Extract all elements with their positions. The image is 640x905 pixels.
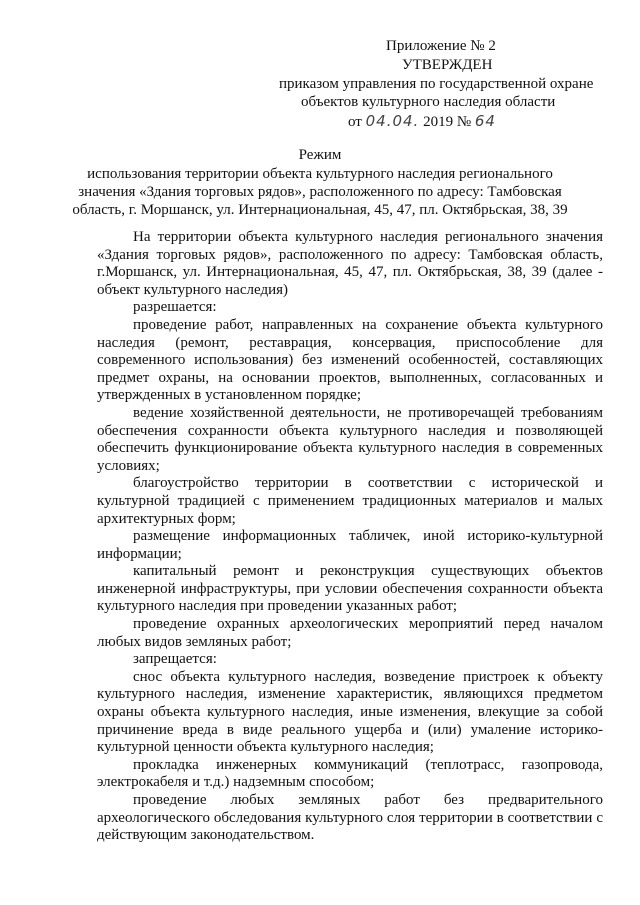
allowed-item-3: благоустройство территории в соответствии с исторической и культурной традицией с применением традиционных материалов и малых архитектурных форм; [97, 475, 603, 527]
allowed-item-4: размещение информационных табличек, иной историко-культурной информации; [97, 528, 603, 562]
order-year: 2019 № [423, 114, 472, 130]
allowed-item-2: ведение хозяйственной деятельности, не противоречащей требованиям обеспечения сохранности объекта культурного наследия и позволяющей обеспечить функционирование объекта культурного наследия в современных условиях; [97, 404, 603, 474]
document-body [97, 229, 603, 845]
forbidden-item-3: проведение любых земляных работ без предварительного археологического обследования культурного слоя территории в соответствии с действующим законодательством. [97, 792, 603, 844]
allowed-item-1: проведение работ, направленных на сохранение объекта культурного наследия (ремонт, реставрация, консервация, приспособление для современного использования) без изменений особенностей, составляющих предмет охраны, на основании проектов, выполненных, согласованных и утвержденных в установленном порядке; [97, 316, 603, 404]
approved-label: УТВЕРЖДЕН [402, 57, 493, 73]
forbidden-heading: запрещается: [133, 651, 217, 668]
forbidden-item-1: снос объекта культурного наследия, возведение пристроек к объекту культурного наследия, изменение характеристик, являющихся предметом охраны объекта культурного наследия, иные изменения, влекущие за собой причинение вреда в виде реального ущерба и (или) умаление историко-культурной ценности объекта культурного наследия; [97, 668, 603, 756]
date-prefix: от [348, 114, 362, 130]
handwritten-date: 04.04. [365, 112, 420, 130]
subtitle-line-1: использования территории объекта культурного наследия регионального [87, 166, 553, 182]
allowed-item-5: капитальный ремонт и реконструкция существующих объектов инженерной инфраструктуры, при условии обеспечения сохранности объекта культурного наследия при проведении указанных работ; [97, 563, 603, 615]
subtitle-line-3: область, г. Моршанск, ул. Интернациональная, 45, 47, пл. Октябрьская, 38, 39 [72, 202, 568, 218]
intro-paragraph: На территории объекта культурного наследия регионального значения «Здания торговых рядов», расположенного по адресу: Тамбовская область, г.Моршанск, ул. Интернациональная, 45, 47, пл. Октябрьская, 38, 39 (далее - объект культурного наследия) [97, 229, 603, 298]
order-date-line [348, 112, 496, 132]
allowed-item-6: проведение охранных археологических мероприятий перед началом любых видов земляных работ; [97, 616, 603, 650]
appendix-label: Приложение № 2 [386, 38, 496, 54]
allowed-heading: разрешается: [133, 299, 217, 316]
handwritten-number: 64 [474, 112, 496, 130]
order-line-2: объектов культурного наследия области [301, 94, 556, 110]
subtitle-line-2: значения «Здания торговых рядов», расположенного по адресу: Тамбовская [78, 184, 562, 200]
forbidden-item-2: прокладка инженерных коммуникаций (теплотрасс, газопровода, электрокабеля и т.д.) надземным способом; [97, 756, 603, 791]
order-line-1: приказом управления по государственной охране [279, 76, 594, 92]
regime-title: Режим [298, 147, 342, 163]
